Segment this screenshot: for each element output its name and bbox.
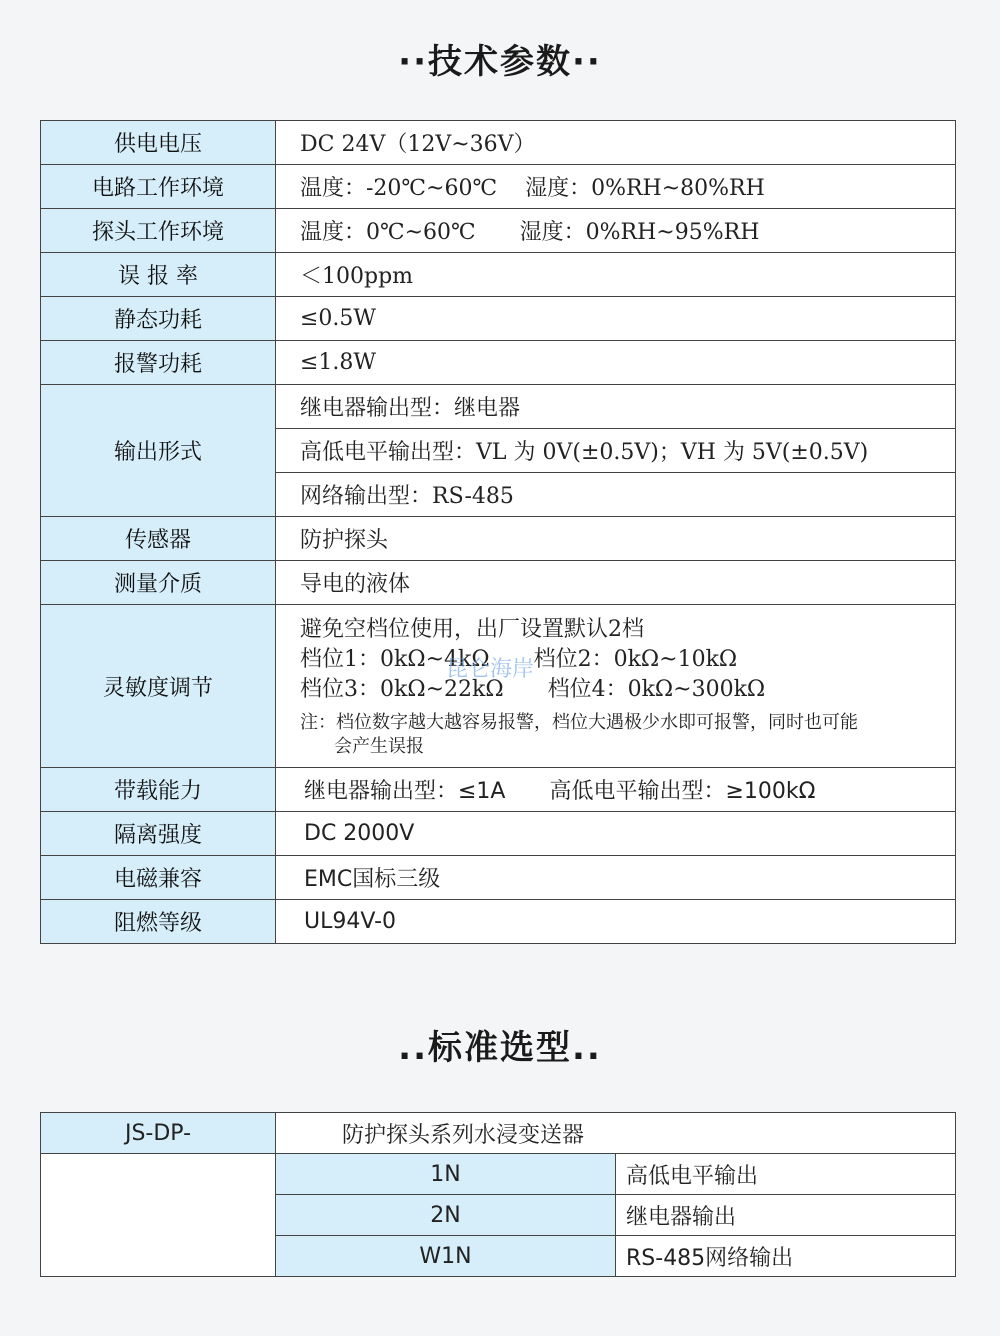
load-level: 高低电平输出型：≥100kΩ — [549, 779, 816, 804]
spec-value: 网络输出型：RS-485 — [276, 473, 956, 517]
humidity-range: 湿度：0%RH~95%RH — [519, 220, 760, 245]
spec-value: 继电器输出型：继电器 — [276, 385, 956, 429]
gear-2: 档位2：0kΩ~10kΩ — [533, 647, 738, 672]
model-prefix: JS-DP- — [41, 1113, 276, 1154]
model-blank-cell — [41, 1154, 276, 1277]
spec-value: 高低电平输出型：VL 为 0V(±0.5V)；VH 为 5V(±0.5V) — [276, 429, 956, 473]
table-row — [41, 517, 956, 561]
spec-value: DC 24V（12V~36V） — [276, 121, 956, 165]
spec-label: 传感器 — [41, 517, 276, 561]
spec-value: UL94V-0 — [276, 900, 956, 944]
humidity-range: 湿度：0%RH~80%RH — [525, 176, 765, 201]
sensitivity-note — [300, 711, 955, 759]
spec-label: 输出形式 — [41, 385, 276, 517]
spec-label: 误 报 率 — [41, 253, 276, 297]
temp-range: 温度：0℃~60℃ — [300, 220, 476, 245]
table-row — [41, 561, 956, 605]
spec-label: 测量介质 — [41, 561, 276, 605]
spec-value — [276, 165, 956, 209]
sensitivity-gears-row — [300, 675, 955, 705]
table-row — [41, 812, 956, 856]
table-row — [41, 605, 956, 768]
table-row — [41, 1113, 956, 1154]
spec-value: 防护探头 — [276, 517, 956, 561]
spec-label: 隔离强度 — [41, 812, 276, 856]
section-title-model-selection: ..标准选型.. — [398, 1028, 602, 1068]
option-desc: 继电器输出 — [616, 1195, 956, 1236]
note-line: 注：档位数字越大越容易报警，档位大遇极少水即可报警，同时也可能 — [300, 712, 858, 733]
table-row — [41, 209, 956, 253]
load-relay: 继电器输出型：≤1A — [304, 779, 506, 804]
spec-value: ＜100ppm — [276, 253, 956, 297]
table-row — [41, 121, 956, 165]
gear-4: 档位4：0kΩ~300kΩ — [547, 677, 766, 702]
watermark-logo: 昆仑海岸 — [446, 657, 535, 682]
spec-label: 电磁兼容 — [41, 856, 276, 900]
spec-value — [276, 605, 956, 768]
spec-label: 静态功耗 — [41, 297, 276, 341]
table-row — [41, 900, 956, 944]
spec-label: 带载能力 — [41, 768, 276, 812]
temp-range: 温度：-20℃~60℃ — [300, 176, 498, 201]
gear-1: 档位1：0kΩ~4kΩ — [300, 647, 490, 672]
spec-value: EMC国标三级 — [276, 856, 956, 900]
table-row — [41, 856, 956, 900]
spec-label: 供电电压 — [41, 121, 276, 165]
option-code: 2N — [276, 1195, 616, 1236]
table-row — [41, 768, 956, 812]
sensitivity-line: 避免空档位使用，出厂设置默认2档 — [300, 617, 644, 642]
sensitivity-gears-row — [300, 645, 955, 675]
option-desc: RS-485网络输出 — [616, 1236, 956, 1277]
spec-value: ≤1.8W — [276, 341, 956, 385]
spec-value: DC 2000V — [276, 812, 956, 856]
option-code: 1N — [276, 1154, 616, 1195]
table-row — [41, 341, 956, 385]
spec-label: 阻燃等级 — [41, 900, 276, 944]
gear-3: 档位3：0kΩ~22kΩ — [300, 677, 504, 702]
tech-params-table — [40, 120, 956, 944]
spec-value: ≤0.5W — [276, 297, 956, 341]
table-row — [41, 165, 956, 209]
spec-label: 探头工作环境 — [41, 209, 276, 253]
spec-value — [276, 209, 956, 253]
model-name: 防护探头系列水浸变送器 — [276, 1113, 956, 1154]
model-selection-table — [40, 1112, 956, 1277]
spec-label: 报警功耗 — [41, 341, 276, 385]
spec-value: 导电的液体 — [276, 561, 956, 605]
spec-value — [276, 768, 956, 812]
table-row — [41, 1154, 956, 1195]
spec-label: 灵敏度调节 — [41, 605, 276, 768]
table-row — [41, 385, 956, 429]
option-desc: 高低电平输出 — [616, 1154, 956, 1195]
table-row — [41, 297, 956, 341]
option-code: W1N — [276, 1236, 616, 1277]
table-row — [41, 253, 956, 297]
section-title-tech-params: ··技术参数·· — [398, 42, 602, 82]
note-line: 会产生误报 — [334, 736, 424, 757]
spec-label: 电路工作环境 — [41, 165, 276, 209]
